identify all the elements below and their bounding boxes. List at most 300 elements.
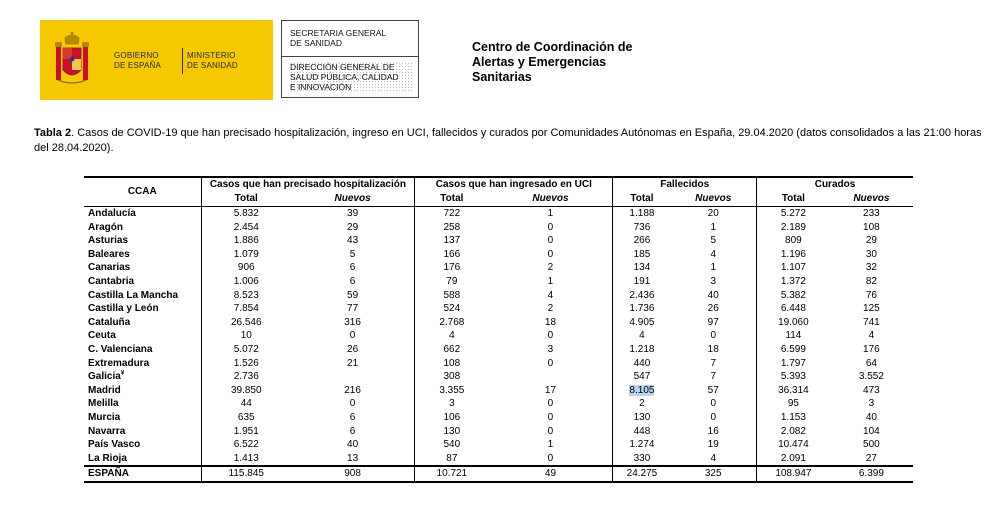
cell-value: 7 [710,371,716,383]
cell-value: 176 [443,262,461,274]
table-cell [291,370,415,384]
cell-value: 87 [446,452,458,464]
table-row [84,302,913,316]
table-cell [201,275,291,289]
cell-value: 908 [344,468,361,480]
table-cell [613,343,671,357]
cell-value: 27 [865,452,877,464]
cell-value: 24.275 [626,468,658,480]
region-name [84,234,201,248]
cell-value: 0 [547,452,554,464]
table-cell [830,329,913,343]
table-cell [613,357,671,371]
cell-value: 6.448 [780,303,806,315]
table-cell [415,316,489,330]
table-cell [488,370,612,384]
table-cell [201,248,291,262]
header-total: Total [613,192,671,207]
table-cell [757,289,830,303]
cell-value: 18 [544,316,557,328]
cell-value: 17 [544,384,557,396]
cell-value: 115.845 [228,468,264,480]
table-cell [830,397,913,411]
table-cell [670,207,756,221]
table-cell [613,425,671,439]
cell-value: 10 [240,330,252,342]
region-name [84,343,201,357]
table-cell [757,275,830,289]
cell-value: 13 [347,452,359,464]
table-cell [291,329,415,343]
cell-value: 6 [349,275,356,287]
cell-value: 736 [633,221,651,233]
table-row [84,370,913,384]
table-cell [613,221,671,235]
region-name [84,275,201,289]
table-row [84,261,913,275]
table-cell [613,234,671,248]
header-total: Total [201,192,291,207]
cell-value: 2.082 [780,425,806,437]
table-cell [613,411,671,425]
cell-value: 1.153 [780,411,806,423]
table-cell [201,316,291,330]
table-cell [291,248,415,262]
table-cell [291,466,415,482]
cell-value: 4 [449,330,455,342]
table-cell [291,221,415,235]
table-cell [291,397,415,411]
cell-value: 809 [785,235,802,247]
region-name [84,357,201,371]
cell-value: 1.951 [233,425,259,437]
cell-value: 57 [707,384,719,396]
cell-value: 0 [710,330,716,342]
table-cell [415,452,489,467]
table-row [84,275,913,289]
cell-value: 233 [863,208,880,219]
cell-value: 40 [707,289,719,301]
table-cell [757,411,830,425]
region-name [84,425,201,439]
table-cell [830,316,913,330]
table-cell [670,275,756,289]
caption-label: Tabla 2 [34,127,72,139]
table-cell [757,370,830,384]
cell-value: 1 [547,275,554,287]
header-row-groups [84,177,913,192]
header-nuevos: Nuevos [670,192,756,207]
table-cell [291,289,415,303]
table-cell [415,261,489,275]
table-cell [830,343,913,357]
table-cell [488,316,612,330]
table-cell [830,425,913,439]
table-cell [291,275,415,289]
cell-value: 500 [863,439,880,451]
table-cell [613,452,671,467]
table-cell [670,221,756,235]
cell-value: 26.546 [230,316,262,328]
cell-value: 6.399 [858,468,884,480]
cell-value: 1.079 [233,248,259,260]
cell-value: 1.413 [233,452,259,464]
region-name [84,207,201,221]
cell-value: 316 [344,316,361,328]
secretaria-label: SECRETARIA GENERAL DE SANIDAD [290,28,387,48]
region-label: Canarias [88,262,131,274]
cell-value: 3 [547,343,554,355]
table-cell [613,302,671,316]
table-cell [415,343,489,357]
cell-value: 635 [237,411,255,423]
cell-value: 0 [547,425,554,437]
table-cell [488,329,612,343]
cell-value: 5.832 [233,208,259,219]
table-cell [830,357,913,371]
table-cell [201,261,291,275]
cell-value: 0 [547,235,554,247]
table-row [84,452,913,467]
cell-value: 1.797 [780,357,806,369]
table-cell [670,370,756,384]
cell-value: 108 [443,357,461,369]
cell-value: 2.091 [780,452,806,464]
header-fallecidos: Fallecidos [613,177,757,192]
table-cell [670,289,756,303]
table-cell [757,452,830,467]
gobierno-label: GOBIERNO DE ESPAÑA [114,51,161,70]
table-caption [34,126,984,156]
table-cell [488,302,612,316]
table-cell [670,466,756,482]
table-cell [201,234,291,248]
region-name [84,384,201,398]
cell-value: 130 [633,411,651,423]
cell-value: 49 [544,468,557,480]
table-cell [415,370,489,384]
table-cell [291,261,415,275]
cell-value: 104 [863,425,880,437]
cell-value: 7 [710,357,716,369]
header-nuevos: Nuevos [291,192,415,207]
cell-value: 722 [443,208,461,219]
government-logo-band [40,20,273,100]
cell-value: 1.886 [233,235,259,247]
cell-value: 0 [547,330,554,342]
table-cell [757,438,830,452]
table-cell [613,397,671,411]
cell-value: 39 [347,208,359,219]
table-cell [415,397,489,411]
table-cell [757,302,830,316]
cell-value: 39.850 [230,384,262,396]
region-label: Asturias [88,235,129,247]
table-cell [201,289,291,303]
cell-value: 266 [633,235,651,247]
cell-value: 0 [547,357,554,369]
table-row [84,397,913,411]
cell-value: 134 [633,262,651,274]
cell-value: 76 [865,289,877,301]
table-cell [291,425,415,439]
table-row [84,357,913,371]
total-row [84,466,913,482]
region-label: Madrid [88,384,121,396]
cell-value: 906 [237,262,255,274]
cell-value: 3.355 [439,384,465,396]
table-cell [613,248,671,262]
cell-value: 330 [633,452,651,464]
cell-value: 1 [547,439,554,451]
direccion-label: DIRECCIÓN GENERAL DE SALUD PÚBLICA, CALIDAD E INNOVACIÓN [290,62,412,93]
cell-value: 59 [347,289,359,301]
cell-value: 125 [863,303,880,315]
cell-value: 308 [443,371,461,383]
table-cell [670,343,756,357]
cell-value: 1 [710,262,716,274]
table-cell [830,466,913,482]
cell-value: 2 [547,303,554,315]
table-cell [757,261,830,275]
region-name [84,411,201,425]
table-cell [291,411,415,425]
ministerio-label: MINISTERIO DE SANIDAD [187,51,238,70]
table-cell [488,248,612,262]
table-cell [415,234,489,248]
cell-value: 30 [865,248,877,260]
cell-value: 21 [347,357,359,369]
cell-value: 5 [710,235,716,247]
cell-value: 3 [868,398,875,410]
table-cell [830,234,913,248]
table-cell [670,411,756,425]
cell-value: 0 [547,248,554,260]
header-total: Total [415,192,489,207]
table-cell [757,329,830,343]
table-cell [488,343,612,357]
cell-value: 1.274 [629,439,655,451]
region-name [84,452,201,467]
cell-value: 4.905 [629,316,655,328]
cell-value: 524 [443,303,461,315]
cell-value: 108 [863,221,880,233]
cell-value: 5.393 [780,371,806,383]
table-row [84,207,913,221]
cell-value: 43 [347,235,359,247]
table-cell [670,261,756,275]
table-cell [415,289,489,303]
table-cell [201,425,291,439]
cell-value: 741 [863,316,880,328]
cell-value: 4 [710,248,716,260]
header-hospitalizacion: Casos que han precisado hospitalización [201,177,415,192]
region-name [84,316,201,330]
table-cell [488,221,612,235]
table-cell [613,261,671,275]
table-cell [415,207,489,221]
table-cell [488,384,612,398]
cell-value: 8.523 [233,289,259,301]
table-cell [757,234,830,248]
region-name [84,289,201,303]
table-cell [830,248,913,262]
cell-value: 6 [349,425,356,437]
cell-value: 166 [443,248,461,260]
cell-value: 6.522 [233,439,259,451]
coat-of-arms-icon [54,32,90,88]
table-cell [757,316,830,330]
table-cell [613,384,671,398]
table-cell [488,411,612,425]
cell-value: 130 [443,425,461,437]
table-cell [830,438,913,452]
table-row [84,411,913,425]
table-cell [291,357,415,371]
table-row [84,384,913,398]
table-row [84,438,913,452]
table-cell [291,316,415,330]
cell-value: 2.189 [780,221,806,233]
table-cell [291,438,415,452]
table-cell [830,302,913,316]
table-cell [291,207,415,221]
table-cell [415,248,489,262]
cell-value: 0 [547,411,554,423]
cell-value: 82 [865,275,877,287]
region-label: Baleares [88,248,130,260]
cell-value: 26 [707,303,719,315]
table-cell [613,316,671,330]
cell-value: 29 [347,221,359,233]
region-name [84,302,201,316]
table-cell [488,357,612,371]
cell-value: 0 [710,411,716,423]
table-cell [488,261,612,275]
region-label: Murcia [88,411,121,423]
table-cell [201,357,291,371]
table-cell [757,248,830,262]
cell-value: 3.552 [858,371,884,383]
table-cell [757,384,830,398]
table-cell [670,329,756,343]
cell-value: 137 [443,235,461,247]
table-cell [201,221,291,235]
table-cell [291,343,415,357]
region-label: La Rioja [88,452,127,464]
cell-value: 4 [710,452,716,464]
cell-value: 1.107 [780,262,806,274]
cell-value: 2.436 [629,289,655,301]
cell-value: 1.736 [629,303,655,315]
cell-value: 44 [240,398,252,410]
cell-value: 1.526 [233,357,259,369]
table-cell [291,384,415,398]
table-cell [415,425,489,439]
cell-value: 5.272 [780,208,806,219]
cell-value: 6 [349,411,356,423]
header-total: Total [757,192,830,207]
table-cell [757,466,830,482]
cell-value: 6 [349,262,356,274]
table-cell [613,370,671,384]
cell-value: 448 [633,425,651,437]
cell-value: 1.006 [233,275,259,287]
cell-value: 3 [710,275,716,287]
table-cell [201,302,291,316]
table-cell [830,289,913,303]
table-cell [415,329,489,343]
cell-value: 19.060 [778,316,809,328]
region-label: Andalucía [88,208,136,219]
table-cell [488,207,612,221]
table-cell [415,466,489,482]
cell-value: 185 [633,248,651,260]
cell-value: 18 [707,343,719,355]
table-cell [201,384,291,398]
header-row-sub [84,192,913,207]
table-cell [830,221,913,235]
secretaria-divider [282,56,418,57]
cell-value: 547 [633,371,651,383]
table-cell [830,452,913,467]
table-cell [613,275,671,289]
table-cell [488,289,612,303]
cell-value: 0 [547,221,554,233]
table-cell [670,452,756,467]
table-cell [613,438,671,452]
caption-text: . Casos de COVID-19 que han precisado hospitalización, ingreso en UCI, fallecidos y curados por Comunidades Autónomas en España, 29.04.2020 (datos consolidados a las 21:00 horas del 28.04.2020). [34,127,982,154]
region-label: Castilla La Mancha [88,289,179,301]
table-cell [670,248,756,262]
cell-value: 258 [443,221,461,233]
region-label: Cantabria [88,275,135,287]
cell-value: 2 [639,398,645,410]
cell-value: 77 [347,303,359,315]
cell-value: 5.072 [233,343,259,355]
cell-value: 26 [347,343,359,355]
table-cell [291,302,415,316]
cell-value: 10.474 [778,439,809,451]
table-row [84,425,913,439]
cell-value: 0 [349,330,356,342]
region-name [84,248,201,262]
cell-value: 95 [787,398,799,410]
cell-value: 32 [865,262,877,274]
region-label: ESPAÑA [88,468,129,480]
table-cell [757,357,830,371]
table-body [84,207,913,482]
region-name [84,397,201,411]
cell-value: 40 [865,411,877,423]
region-label: Melilla [88,398,119,410]
table-cell [415,221,489,235]
table-cell [670,425,756,439]
table-cell [415,302,489,316]
cell-value: 191 [633,275,651,287]
cell-value: 114 [785,330,802,342]
table-row [84,234,913,248]
table-cell [670,302,756,316]
cell-value: 3 [449,398,455,410]
table-cell [201,466,291,482]
cell-value: 97 [707,316,719,328]
table-cell [670,316,756,330]
table-cell [830,370,913,384]
cell-value: 16 [707,425,719,437]
region-name [84,370,201,384]
table-cell [757,221,830,235]
